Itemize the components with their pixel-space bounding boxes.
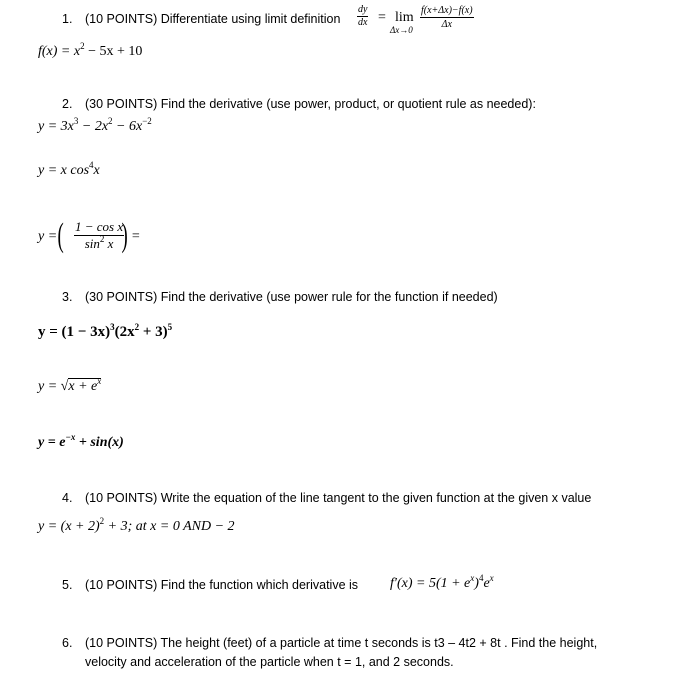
q4-number: 4. <box>62 491 73 505</box>
q1-number: 1. <box>62 12 73 26</box>
q2-equation-c-rhs: = <box>131 229 141 244</box>
q3-equation-a: $y = (1 - 3x)^3(2x^2 + 3)^5$ <box>38 322 173 340</box>
q4-text: (10 POINTS) Write the equation of the line tangent to the given function at the given x value <box>85 491 592 505</box>
q5-number: 5. <box>62 578 73 592</box>
q2-text: (30 POINTS) Find the derivative (use power, product, or quotient rule as needed): <box>85 97 536 111</box>
q5-equation: $f'(x) = 5(1 + e^x)^4e^x$ <box>390 573 494 591</box>
q2-number: 2. <box>62 97 73 111</box>
q3-number: 3. <box>62 290 73 304</box>
q6-number: 6. <box>62 636 73 650</box>
q1-limit-fraction <box>420 4 474 31</box>
q5-text: (10 POINTS) Find the function which derivative is <box>85 578 359 592</box>
q1-lim: lim <box>395 10 414 25</box>
q6-line1: (10 POINTS) The height (feet) of a particle at time t seconds is t3 – 4t2 + 8t . Find the height, <box>85 636 598 650</box>
q2-c-denominator: $\sin^2 x$ <box>84 234 114 251</box>
q2-c-numerator: 1 − cos x <box>75 219 124 234</box>
q1-frac-denominator: Δx <box>441 19 452 30</box>
q1-text: (10 POINTS) Differentiate using limit definition <box>85 12 341 26</box>
q1-dydx-fraction <box>357 4 368 29</box>
q1-dy: dy <box>358 4 368 15</box>
q1-dx: dx <box>358 17 368 28</box>
q6-line2: velocity and acceleration of the particle when t = 1, and 2 seconds. <box>85 655 454 669</box>
q2-equation-b: y = x $\cos^4x$ <box>38 160 100 178</box>
q2-equation-c-fraction <box>74 219 124 252</box>
q3-equation-b: $y = √x + e^x$ <box>38 376 102 394</box>
q2-right-paren: ) <box>121 217 128 254</box>
q3-text: (30 POINTS) Find the derivative (use power rule for the function if needed) <box>85 290 498 304</box>
q2-equation-a: $y = 3x^3 - 2x^2 - 6x^{-2}$ <box>38 116 152 134</box>
q3-equation-c: $y = e^{-x} + \sin(x)$ <box>38 432 124 450</box>
q4-equation: $y = (x + 2)^2 + 3$; at x = 0 AND − 2 <box>38 516 235 534</box>
q1-equals: = <box>378 10 386 25</box>
q2-equation-c-lhs: y = <box>38 229 58 244</box>
q1-frac-numerator: f(x+Δx)−f(x) <box>421 5 473 16</box>
q2-left-paren: ( <box>57 217 64 254</box>
q1-lim-subscript: Δx→0 <box>390 25 413 35</box>
q1-function: $f(x) = x^2 - 5x + 10$ <box>38 41 143 59</box>
